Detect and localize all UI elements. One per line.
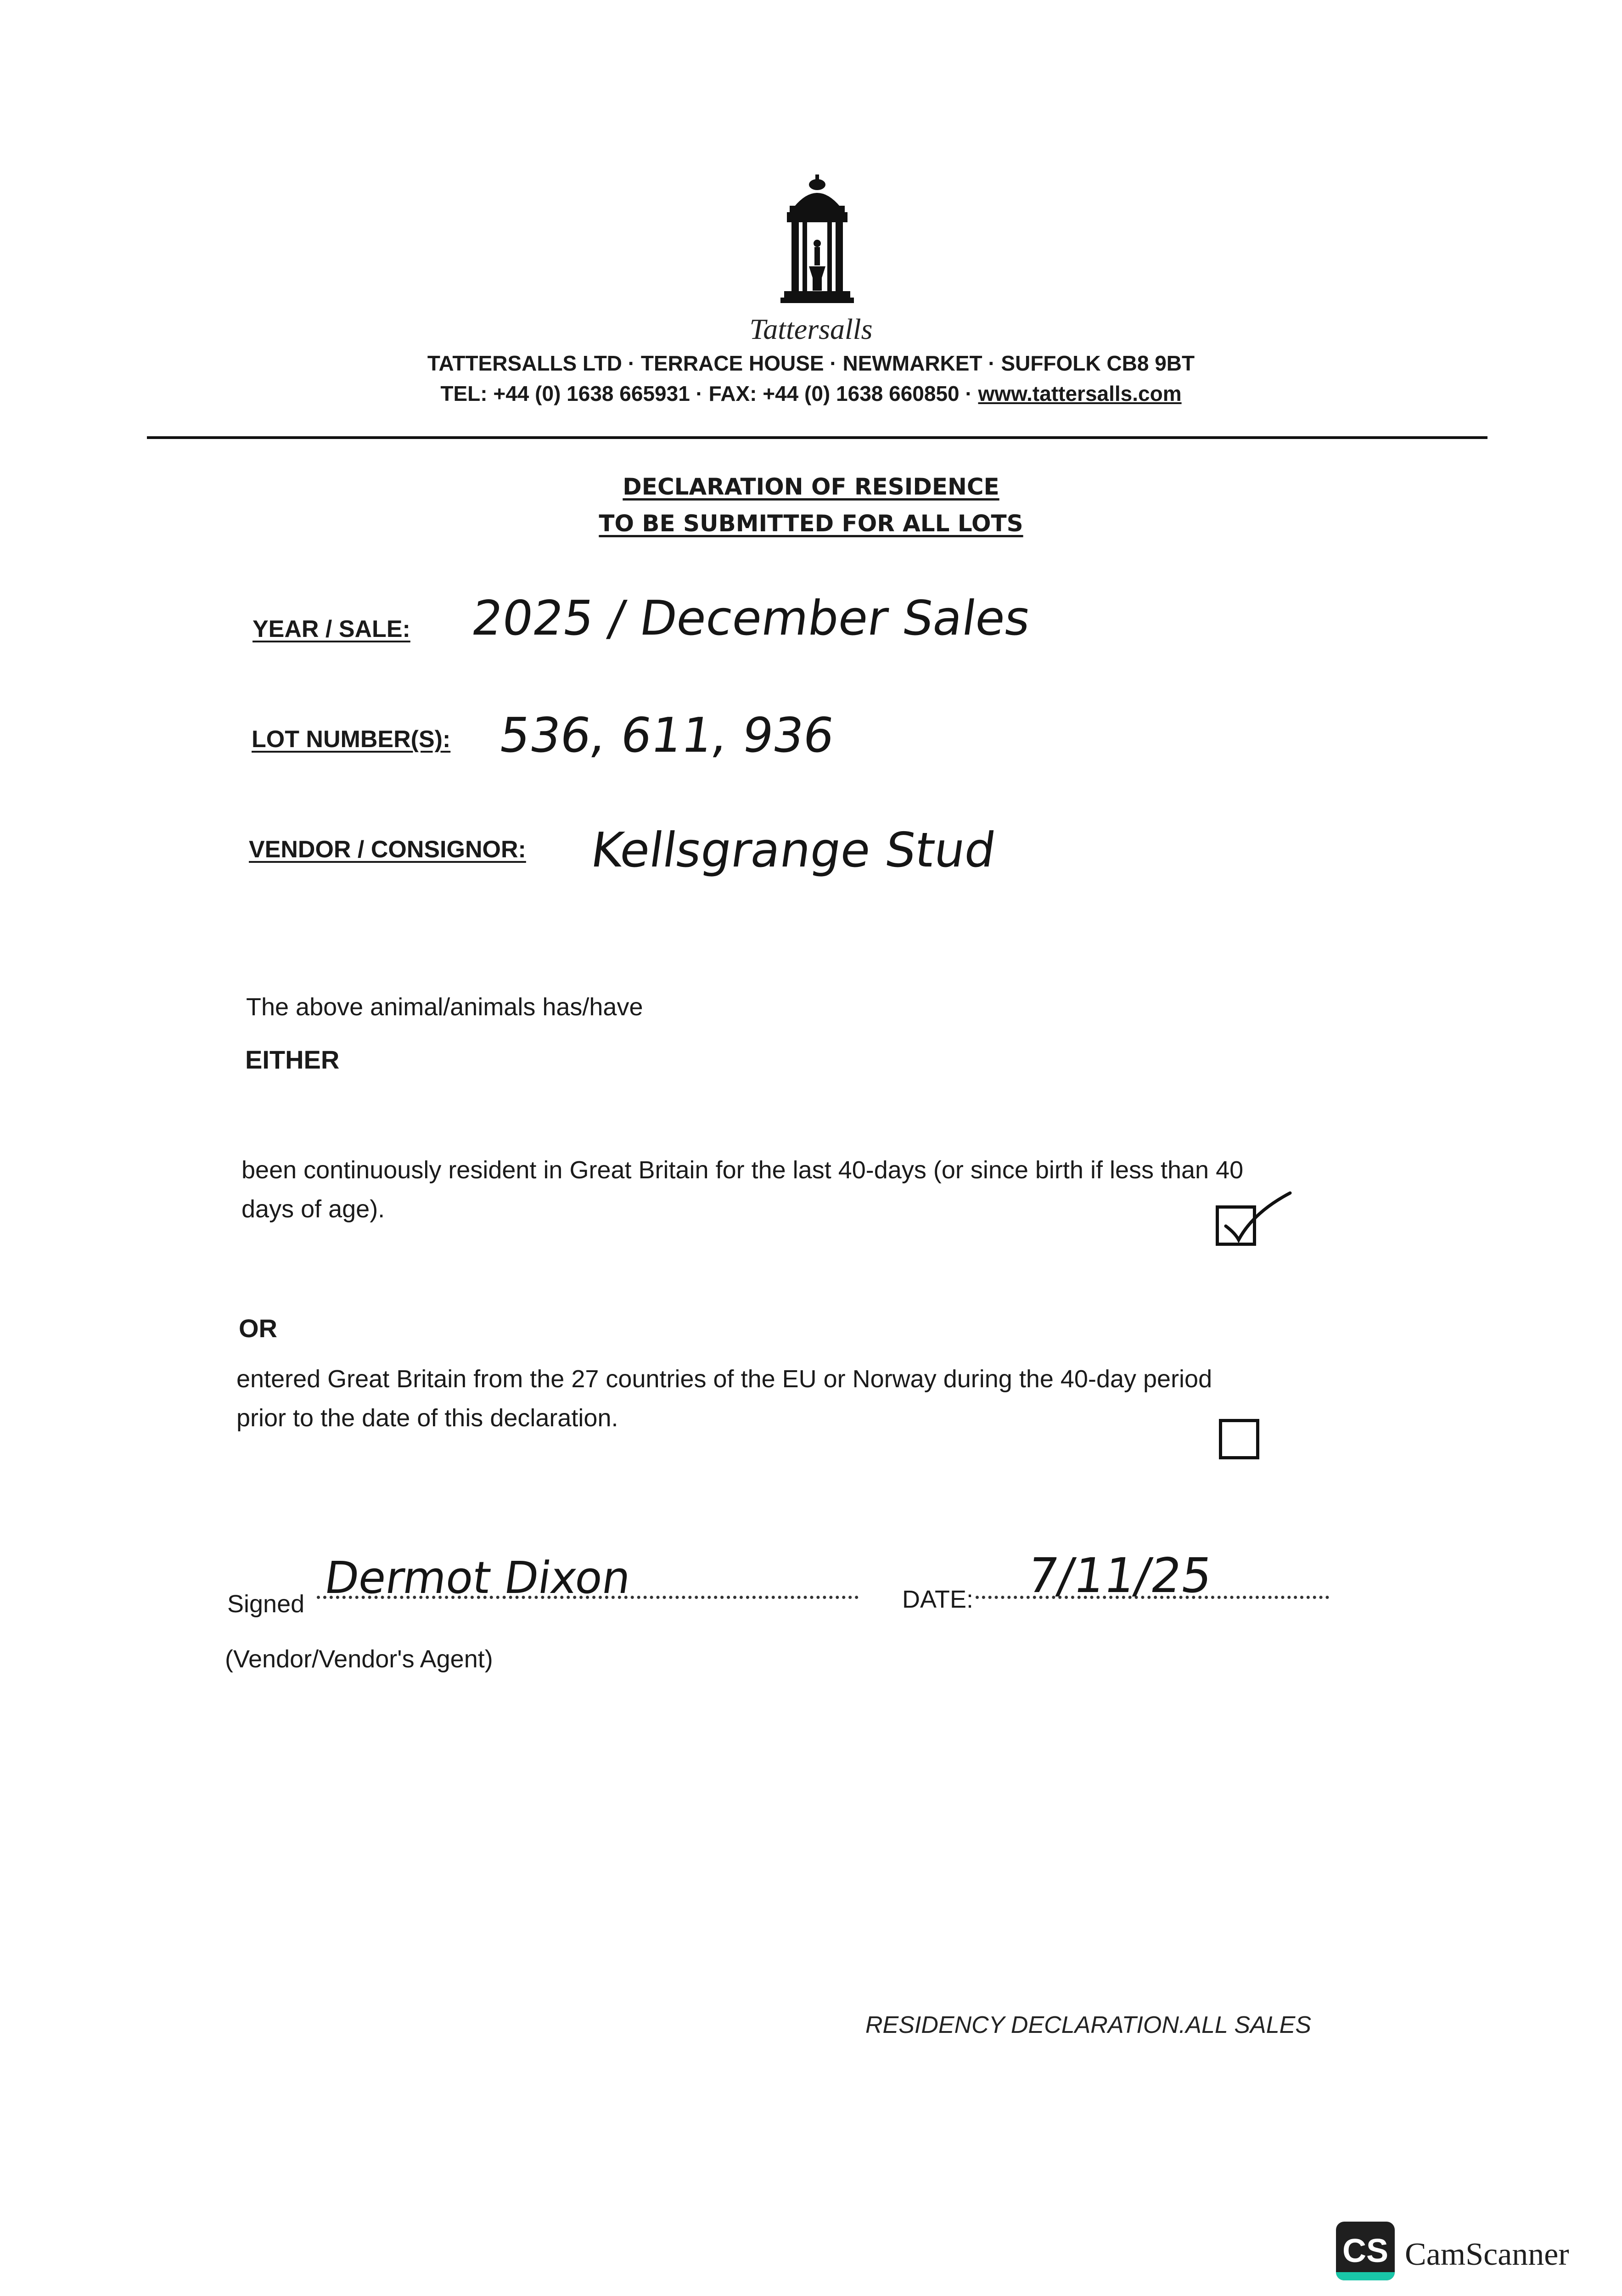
date-label: DATE: (902, 1586, 974, 1613)
camscanner-logo: CS (1336, 2222, 1395, 2280)
option-1-line-2: days of age). (241, 1195, 385, 1223)
statement-intro: The above animal/animals has/have (246, 993, 643, 1021)
option-2-line-1: entered Great Britain from the 27 countries of the EU or Norway during the 40-day period (236, 1365, 1212, 1393)
header-divider (147, 436, 1487, 439)
option-2-line-2: prior to the date of this declaration. (236, 1404, 618, 1432)
year-sale-label: YEAR / SALE: (253, 616, 410, 642)
document-title (0, 468, 1622, 542)
signatory-note: (Vendor/Vendor's Agent) (225, 1645, 493, 1673)
option-1-line-1: been continuously resident in Great Britain for the last 40-days (or since birth if less than 40 (241, 1156, 1244, 1184)
brand-name: Tattersalls (749, 313, 873, 345)
or-heading: OR (239, 1314, 277, 1343)
vendor-consignor-value[interactable]: Kellsgrange Stud (588, 822, 999, 878)
either-heading: EITHER (245, 1045, 340, 1074)
title-line-2: TO BE SUBMITTED FOR ALL LOTS (599, 510, 1023, 537)
website-link[interactable]: www.tattersalls.com (978, 382, 1182, 405)
vendor-consignor-label: VENDOR / CONSIGNOR: (249, 836, 526, 863)
signature-value[interactable]: Dermot Dixon (321, 1552, 634, 1604)
checkmark-icon (1221, 1189, 1295, 1249)
form-reference: RESIDENCY DECLARATION.ALL SALES (865, 2012, 1312, 2038)
year-sale-value[interactable]: 2025 / December Sales (468, 590, 1034, 646)
option-2-checkbox[interactable] (1219, 1419, 1259, 1459)
title-line-1: DECLARATION OF RESIDENCE (623, 473, 999, 500)
signed-label: Signed (227, 1590, 305, 1618)
lot-numbers-value[interactable]: 536, 611, 936 (496, 707, 838, 763)
contact-phone-fax: TEL: +44 (0) 1638 665931 · FAX: +44 (0) 1638 660850 · (440, 382, 978, 405)
company-address: TATTERSALLS LTD · TERRACE HOUSE · NEWMARKET · SUFFOLK CB8 9BT (427, 351, 1195, 375)
date-value[interactable]: 7/11/25 (1024, 1548, 1216, 1604)
lot-numbers-label: LOT NUMBER(S): (252, 726, 451, 753)
camscanner-name: CamScanner (1405, 2237, 1569, 2272)
company-contact (0, 381, 1622, 406)
